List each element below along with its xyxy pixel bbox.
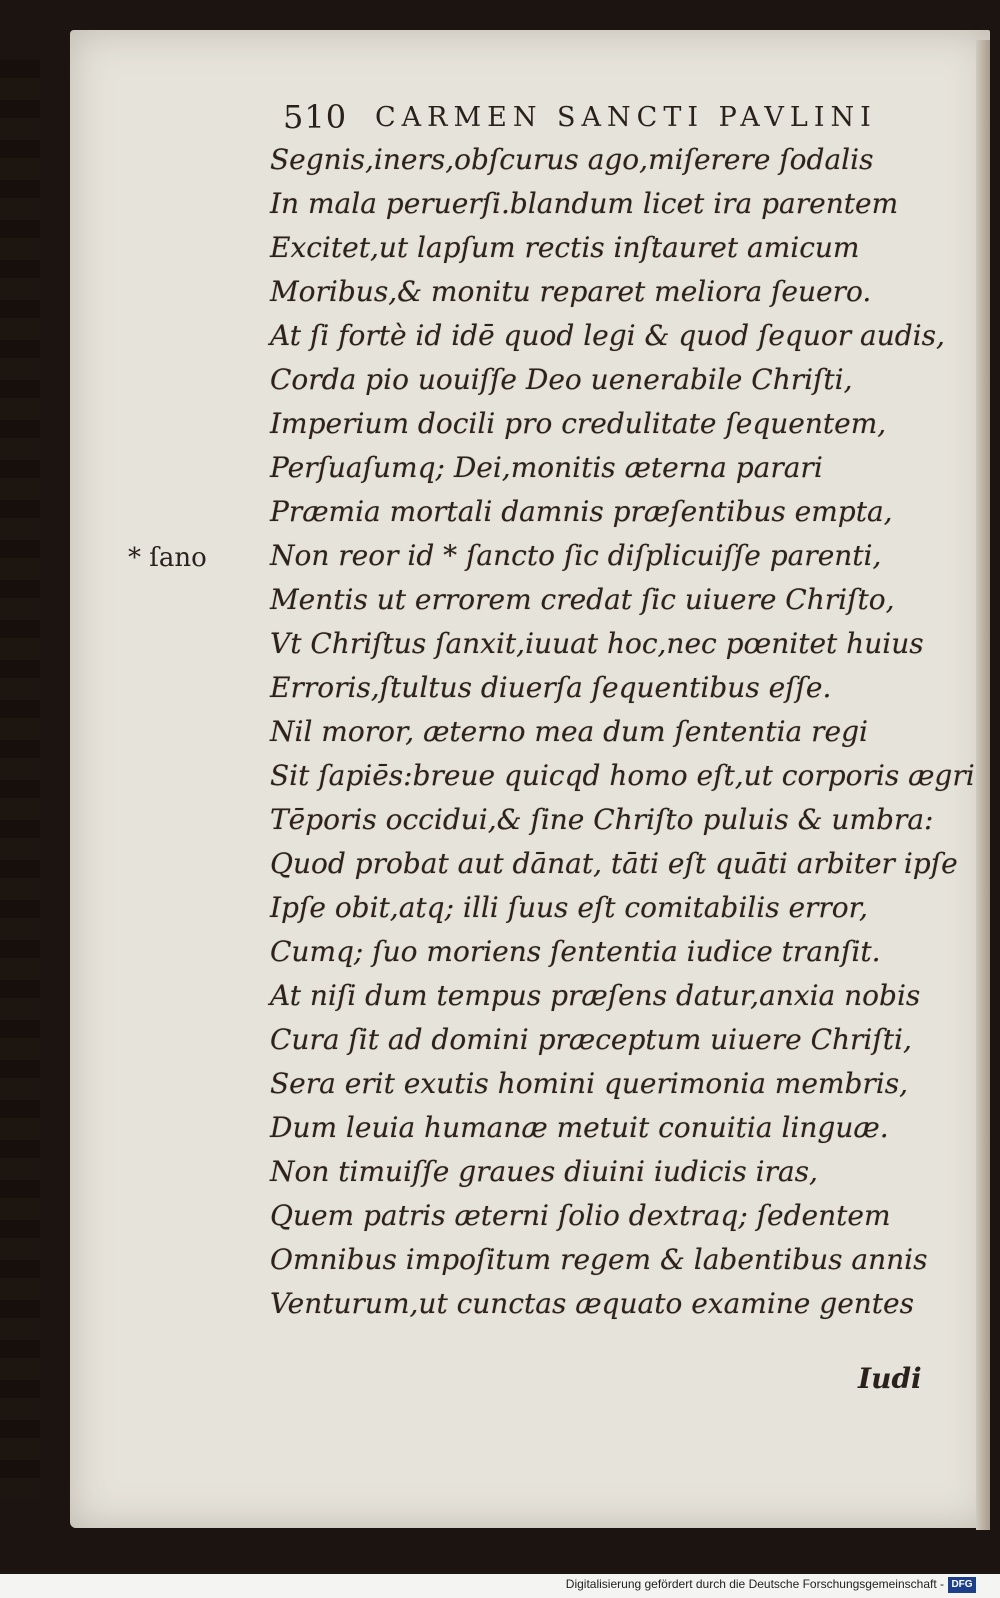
running-title: CARMEN SANCTI PAVLINI: [375, 102, 877, 133]
text-line: Sit ſapiēs:breue quicqd homo eſt,ut corporis ægri: [270, 759, 975, 792]
text-line: Erroris,ſtultus diuerſa ſequentibus eſſe.: [270, 671, 832, 704]
text-line: Corda pio uouiſſe Deo uenerabile Chriſti,: [270, 363, 853, 396]
text-line: Non reor id * ſancto ſic diſplicuiſſe parenti,: [270, 539, 882, 572]
poem-text: [270, 138, 975, 1326]
catchword: Iudi: [858, 1362, 922, 1395]
text-line: Quem patris æterni ſolio dextraq; ſedentem: [270, 1199, 891, 1232]
text-line: Ipſe obit,atq; illi ſuus eſt comitabilis error,: [270, 891, 868, 924]
funding-credit: Digitalisierung gefördert durch die Deutsche Forschungsgemeinschaft -: [565, 1577, 944, 1591]
text-line: Moribus,& monitu reparet meliora ſeuero.: [270, 275, 872, 308]
text-line: Tēporis occidui,& ſine Chriſto puluis & umbra:: [270, 803, 934, 836]
text-line: At niſi dum tempus præſens datur,anxia nobis: [270, 979, 921, 1012]
book-page: [70, 30, 990, 1528]
marginal-note: * ſano: [128, 543, 207, 573]
dfg-logo: DFG: [948, 1577, 976, 1593]
footer-bar: [0, 1574, 1000, 1598]
page-edge: [976, 40, 990, 1530]
text-line: Sera erit exutis homini querimonia membris,: [270, 1067, 909, 1100]
page-number: 510: [283, 98, 348, 136]
text-line: Segnis,iners,obſcurus ago,miſerere ſodalis: [270, 143, 874, 176]
text-line: In mala peruerſi.blandum licet ira parentem: [270, 187, 899, 220]
text-line: Excitet,ut lapſum rectis inſtauret amicum: [270, 231, 860, 264]
text-line: At ſi fortè id idē quod legi & quod ſequor audis,: [270, 319, 945, 352]
text-line: Cumq; ſuo moriens ſententia iudice tranſit.: [270, 935, 881, 968]
text-line: Mentis ut errorem credat ſic uiuere Chriſto,: [270, 583, 895, 616]
text-line: Præmia mortali damnis præſentibus empta,: [270, 495, 893, 528]
text-line: Quod probat aut dānat, tāti eſt quāti arbiter ipſe: [270, 847, 958, 880]
text-line: Perſuaſumq; Dei,monitis æterna parari: [270, 451, 823, 484]
text-line: Dum leuia humanæ metuit conuitia linguæ.: [270, 1111, 889, 1144]
text-line: Non timuiſſe graues diuini iudicis iras,: [270, 1155, 818, 1188]
text-line: Vt Chriſtus ſanxit,iuuat hoc,nec pœnitet huius: [270, 627, 924, 660]
text-line: Omnibus impoſitum regem & labentibus annis: [270, 1243, 928, 1276]
text-line: Imperium docili pro credulitate ſequentem,: [270, 407, 887, 440]
text-line: Cura ſit ad domini præceptum uiuere Chriſti,: [270, 1023, 912, 1056]
page-header: [283, 98, 983, 142]
text-line: Venturum,ut cunctas æquato examine gentes: [270, 1287, 914, 1320]
text-line: Nil moror, æterno mea dum ſententia regi: [270, 715, 868, 748]
